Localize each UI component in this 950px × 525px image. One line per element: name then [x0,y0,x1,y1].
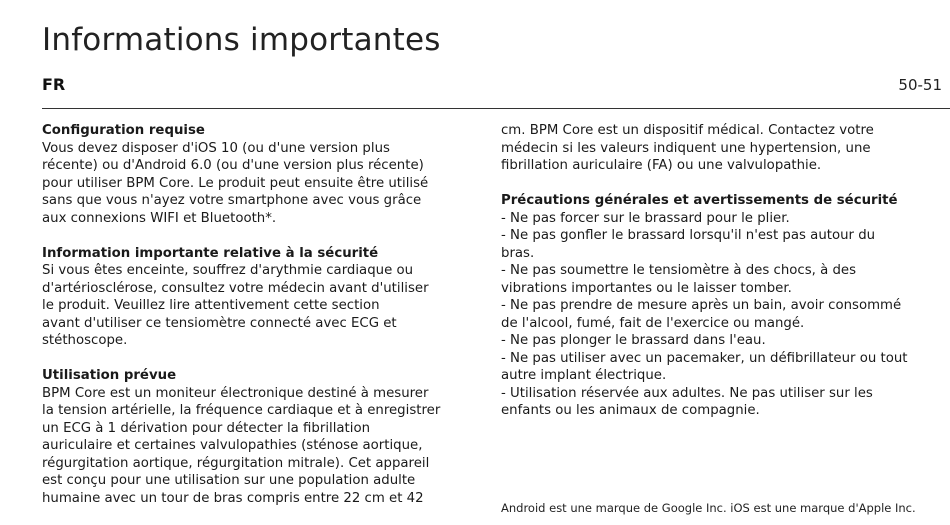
list-item: autre implant électrique. [501,368,667,383]
section-heading: Configuration requise [42,123,205,138]
page-numbers: 50-51 [898,76,942,94]
list-item: de l'alcool, fumé, fait de l'exercice ou mangé. [501,315,805,331]
text-line: pour utiliser BPM Core. Le produit peut ensuite être utilisé [42,175,429,191]
section-body [501,122,950,175]
section-precautions [501,192,950,420]
list-item: - Ne pas gonfler le brassard lorsqu'il n'est pas autour du [501,228,876,243]
section-heading: Précautions générales et avertissements de sécurité [501,193,898,208]
list-item: vibrations importantes ou le laisser tomber. [501,280,792,296]
list-item: - Ne pas forcer sur le brassard pour le plier. [501,210,790,226]
text-line: avant d'utiliser ce tensiomètre connecté avec ECG et [42,315,397,331]
text-line: sans que vous n'ayez votre smartphone avec vous grâce [42,193,422,208]
section-body [42,140,482,228]
page-title: Informations importantes [42,22,441,58]
text-line: Si vous êtes enceinte, souffrez d'arythmie cardiaque ou [42,263,414,278]
text-line: la tension artérielle, la fréquence cardiaque et à enregistrer [42,403,441,418]
text-line: BPM Core est un moniteur électronique destiné à mesurer [42,385,429,401]
list-item: - Ne pas soumettre le tensiomètre à des chocs, à des [501,263,857,278]
precautions-list [501,210,950,420]
text-line: un ECG à 1 dérivation pour détecter la fibrillation [42,420,371,436]
text-line: auriculaire et certaines valvulopathies (sténose aortique, [42,438,423,453]
text-line: régurgitation aortique, régurgitation mitrale). Cet appareil [42,455,430,471]
text-line: fibrillation auriculaire (FA) ou une valvulopathie. [501,158,822,173]
list-item: - Ne pas plonger le brassard dans l'eau. [501,333,766,348]
list-item: enfants ou les animaux de compagnie. [501,403,760,418]
section-heading: Utilisation prévue [42,368,177,383]
text-line: Vous devez disposer d'iOS 10 (ou d'une version plus [42,140,390,156]
language-code: FR [42,75,66,94]
header-divider [42,108,950,109]
section-body [42,262,482,350]
list-item: - Ne pas prendre de mesure après un bain, avoir consommé [501,298,902,313]
text-line: est conçu pour une utilisation sur une population adulte [42,473,416,488]
text-line: médecin si les valeurs indiquent une hypertension, une [501,140,871,156]
trademark-footnote: Android est une marque de Google Inc. iOS est une marque d'Apple Inc. [501,501,916,515]
list-item: - Ne pas utiliser avec un pacemaker, un défibrillateur ou tout [501,350,908,366]
section-intended-use [42,367,482,507]
text-line: humaine avec un tour de bras compris entre 22 cm et 42 [42,490,424,506]
section-heading: Information importante relative à la sécurité [42,245,379,261]
section-system-requirements [42,122,482,227]
section-safety-information [42,245,482,350]
section-body [42,385,482,508]
right-column [501,122,950,437]
text-line: d'artériosclérose, consultez votre médecin avant d'utiliser [42,280,429,296]
left-column [42,122,482,525]
text-line: le produit. Veuillez lire attentivement cette section [42,298,380,313]
text-line: récente) ou d'Android 6.0 (ou d'une version plus récente) [42,158,424,173]
text-line: cm. BPM Core est un dispositif médical. Contactez votre [501,123,874,138]
list-item: - Utilisation réservée aux adultes. Ne pas utiliser sur les [501,385,873,401]
list-item: bras. [501,245,535,261]
text-line: aux connexions WIFI et Bluetooth*. [42,210,277,226]
section-intended-use-continued [501,122,950,175]
text-line: stéthoscope. [42,333,128,348]
